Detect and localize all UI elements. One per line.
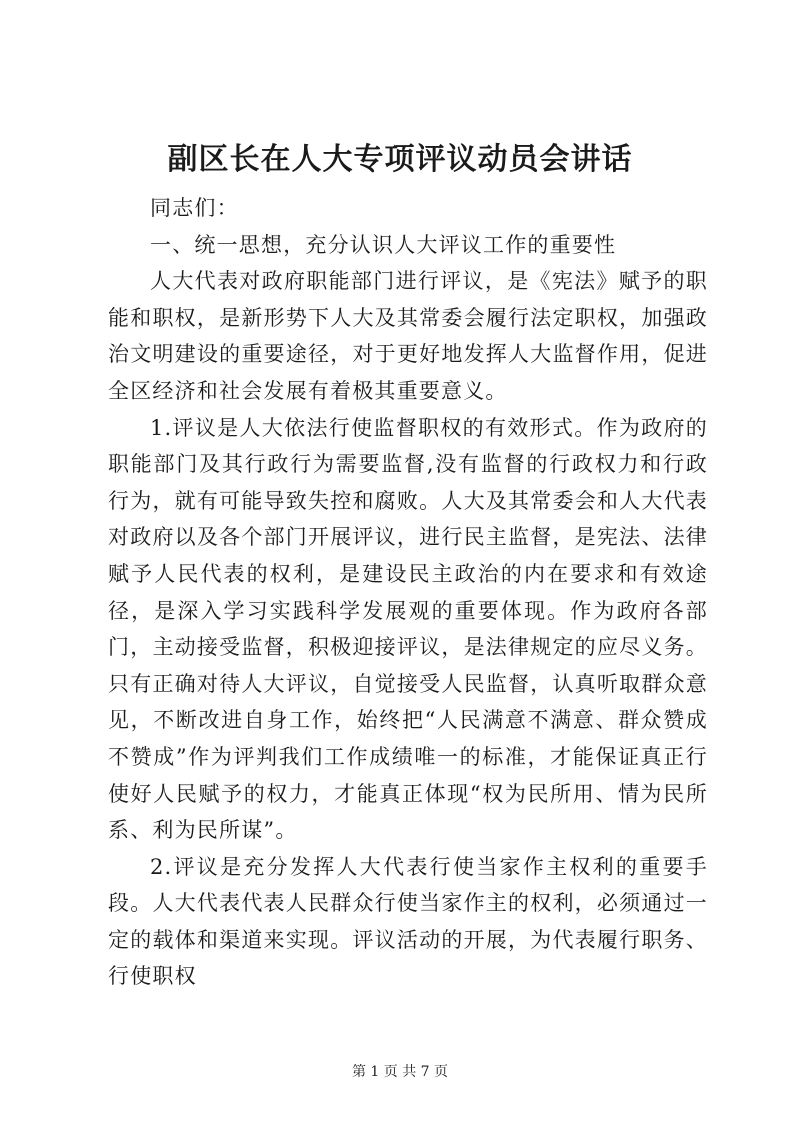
document-title: 副区长在人大专项评议动员会讲话 [167, 142, 633, 177]
body-paragraph: 2.评议是充分发挥人大代表行使当家作主权利的重要手段。人大代表代表人民群众行使当家作主的权利，必须通过一定的载体和渠道来实现。评议活动的开展，为代表履行职务、行使职权 [108, 854, 708, 989]
body-paragraph: 1.评议是人大依法行使监督职权的有效形式。作为政府的职能部门及其行政行为需要监督,没有监督的行政权力和行政行为，就有可能导致失控和腐败。人大及其常委会和人大代表对政府以及各个部门开展评议，进行民主监督，是宪法、法律赋予人民代表的权利，是建设民主政治的内在要求和有效途径，是深入学习实践科学发展观的重要体现。作为政府各部门，主动接受监督，积极迎接评议，是法律规定的应尽义务。只有正确对待人大评议，自觉接受人民监督，认真听取群众意见，不断改进自身工作，始终把“人民满意不满意、群众赞成不赞成”作为评判我们工作成绩唯一的标准，才能保证真正行使好人民赋予的权力，才能真正体现“权为民所用、情为民所系、利为民所谋”。 [108, 415, 708, 843]
section-heading: 一、统一思想，充分认识人大评议工作的重要性 [150, 232, 617, 257]
salutation: 同志们： [150, 196, 239, 220]
page-number-footer: 第 1 页 共 7 页 [351, 1064, 449, 1080]
body-paragraph: 人大代表对政府职能部门进行评议，是《宪法》赋予的职能和职权，是新形势下人大及其常委会履行法定职权，加强政治文明建设的重要途径，对于更好地发挥人大监督作用，促进全区经济和社会发展有着极其重要意义。 [108, 269, 708, 403]
document-body [108, 190, 708, 995]
